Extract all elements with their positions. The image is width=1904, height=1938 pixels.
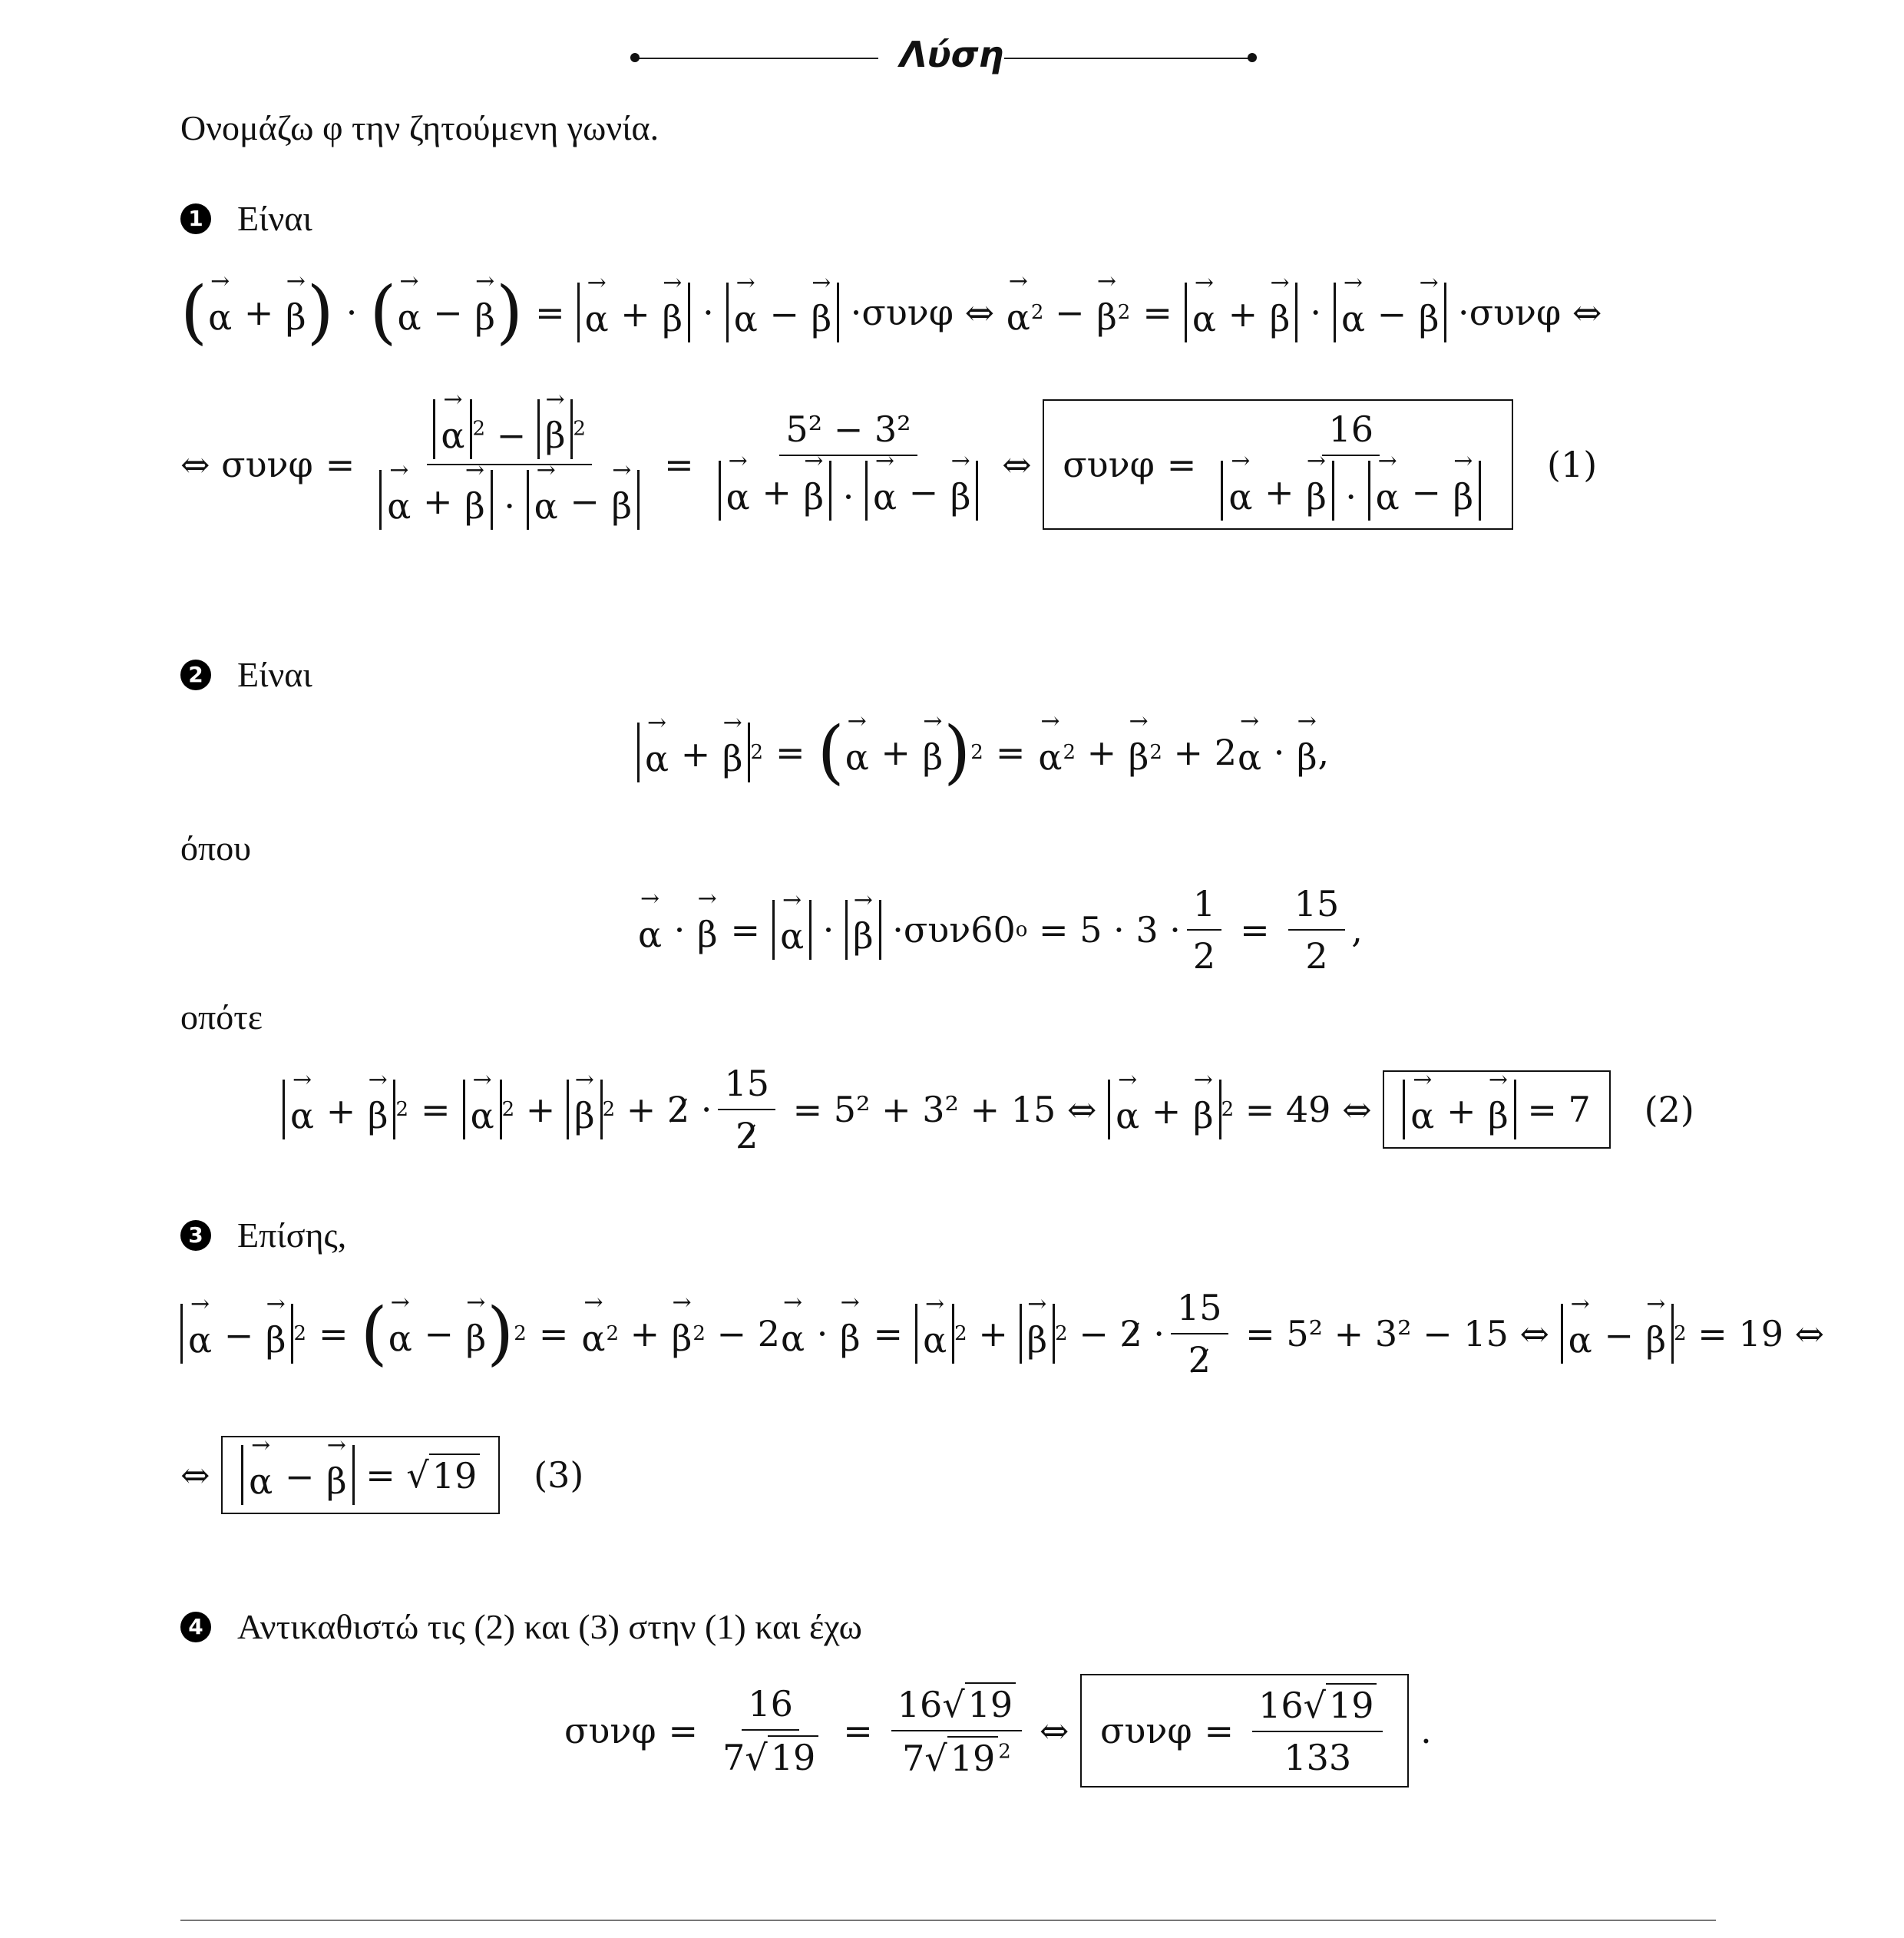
- equation-1-line-2: ⇔ συνφ = → α $^2$ − → β $^2$ → α + → β · → α − → β = 5² − 3² → α + → β · → α − → β ⇔ συνφ = 16 → α + → β · → α − → β (1): [180, 399, 1597, 530]
- step-2: [180, 654, 312, 695]
- equation-tag: (1): [1547, 444, 1598, 485]
- step-1: [180, 198, 312, 239]
- step-3: [180, 1215, 346, 1255]
- step-badge: 4: [180, 1612, 211, 1642]
- step-label: Αντικαθιστώ τις (2) και (3) στην (1) και έχω: [237, 1607, 862, 1646]
- section-title: Λύση: [900, 34, 1004, 75]
- step-label: Είναι: [237, 199, 312, 238]
- step-4: [180, 1606, 862, 1647]
- header-dot-right: [1248, 53, 1257, 62]
- equation-2b: → α · → β = → α · → β · συν60 o = 5 · 3 · $\frac{1}{2}$ = $\frac{15}{2}$ ,: [637, 883, 1363, 977]
- expr: ( → α + → β ) · ( → α − → β ) = → α + → β · → α − → β · συνφ ⇔ → α 2 − → β 2 = → α + → β · → α − → β · συνφ ⇔: [180, 278, 1602, 347]
- equation-tag: (3): [534, 1454, 584, 1496]
- footer-rule: [180, 1920, 1716, 1921]
- header-dot-left: [630, 53, 640, 62]
- header-rule-left: [634, 58, 878, 59]
- equation-4: συνφ = $\frac{16}{7√19}$ = $\frac{16√19}{7√19 ^2}$ ⇔ συνφ = $\frac{16√19}{133}$ .: [564, 1674, 1432, 1788]
- step-label: Επίσης,: [237, 1215, 347, 1255]
- equation-3b: ⇔ → α − → β = √ 19 (3): [180, 1436, 583, 1514]
- step-label: Είναι: [237, 655, 312, 694]
- so-text: οπότε: [180, 997, 263, 1037]
- header-rule-right: [1004, 58, 1251, 59]
- step-badge: 2: [180, 660, 211, 690]
- step-badge: 1: [180, 203, 211, 234]
- step-badge: 3: [180, 1220, 211, 1251]
- result-box-4: συνφ = $\frac{16√19}{133}$: [1080, 1674, 1410, 1788]
- where-text: όπου: [180, 828, 251, 868]
- intro-text: Ονομάζω φ την ζητούμενη γωνία.: [180, 108, 659, 147]
- result-box-3: → α − → β = √ 19: [221, 1436, 500, 1514]
- equation-tag: (2): [1644, 1089, 1694, 1130]
- equation-2a: → α + → β 2 = ( → α + → β ) 2 = → α 2 + → β 2 + 2 → α · → β ,: [637, 718, 1329, 787]
- equation-1-line-1: [180, 272, 1602, 352]
- result-box-2: → α + → β = 7: [1383, 1070, 1611, 1149]
- equation-2c: → α + → β 2 = → α 2 + → β 2 + 2 · $\frac{15}{2}$ = 5² + 3² + 15 ⇔ → α + → β 2 = 49 ⇔ → α + → β = 7 (2): [283, 1063, 1694, 1156]
- equation-3a: → α − → β 2 = ( → α − → β ) 2 = → α 2 + → β 2 − 2 → α · → β = → α 2 + → β 2 − 2 · $\frac{15}{2}$ = 5² + 3² − 15 ⇔ → α − → β 2 = 19 ⇔: [180, 1287, 1824, 1381]
- result-box-1: συνφ = 16 → α + → β · → α − → β: [1043, 399, 1513, 530]
